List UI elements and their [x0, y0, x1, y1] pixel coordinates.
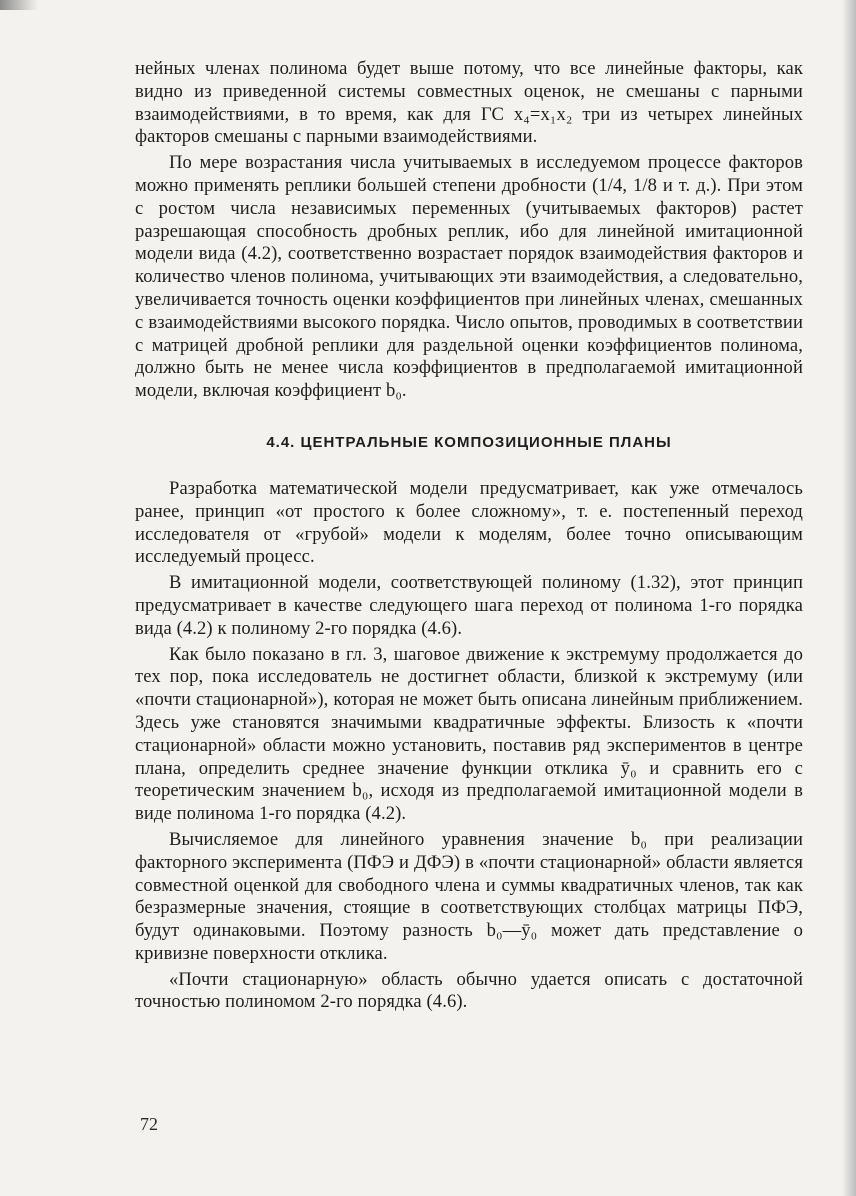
paragraph-model-development: Разработка математической модели предусматривает, как уже отмечалось ранее, принцип «от простого к более сложному», т. е. постепенный переход исследователя от «грубой» модели к моделям, более точно описывающим исследуемый процесс. [135, 477, 803, 568]
scan-edge-left [0, 0, 38, 10]
paragraph-stationary-region: Как было показано в гл. 3, шаговое движение к экстремуму продолжается до тех пор, пока исследователь не достигнет области, близкой к экстремуму (или «почти стационарной»), которая не может быть описана линейным приближением. Здесь уже становятся значимыми квадратичные эффекты. Близость к «почти стационарной» области можно установить, поставив ряд экспериментов в центре плана, определить среднее значение функции отклика ȳ₀ и сравнить его с теоретическим значением b₀, исходя из предполагаемой имитационной модели в виде полинома 1-го порядка (4.2). [135, 643, 803, 825]
page-number: 72 [140, 1114, 158, 1134]
page-body [135, 58, 803, 1014]
paragraph-fractional-replicas: По мере возрастания числа учитываемых в исследуемом процессе факторов можно применять реплики большей степени дробности (1/4, 1/8 и т. д.). При этом с ростом числа независимых переменных (учитываемых факторов) растет разрешающая способность дробных реплик, ибо для линейной имитационной модели вида (4.2), соответственно возрастает порядок взаимодействия факторов и количество членов полинома, учитывающих эти взаимодействия, а следовательно, увеличивается точность оценки коэффициентов при линейных членах, смешанных с взаимодействиями высокого порядка. Число опытов, проводимых в соответствии с матрицей дробной реплики для раздельной оценки коэффициентов полинома, должно быть не менее числа коэффициентов в предполагаемой имитационной модели, включая коэффициент b₀. [135, 152, 803, 402]
scan-edge-right [842, 0, 856, 1196]
paragraph-curvature: Вычисляемое для линейного уравнения значение b₀ при реализации факторного эксперимента (ПФЭ и ДФЭ) в «почти стационарной» области является совместной оценкой для свободного члена и суммы квадратичных членов, так как безразмерные значения, стоящие в соответствующих столбцах матрицы ПФЭ, будут одинаковыми. Поэтому разность b₀—ȳ₀ может дать представление о кривизне поверхности отклика. [135, 828, 803, 964]
paragraph-second-order: «Почти стационарную» область обычно удается описать с достаточной точностью полиномом 2-го порядка (4.6). [135, 968, 803, 1013]
paragraph-polynomial-transition: В имитационной модели, соответствующей полиному (1.32), этот принцип предусматривает в качестве следующего шага переход от полинома 1-го порядка вида (4.2) к полиному 2-го порядка (4.6). [135, 572, 803, 639]
section-heading: 4.4. ЦЕНТРАЛЬНЫЕ КОМПОЗИЦИОННЫЕ ПЛАНЫ [266, 433, 672, 451]
paragraph-continuation: нейных членах полинома будет выше потому, что все линейные факторы, как видно из приведенной системы совместных оценок, не смешаны с парными взаимодействиями, в то время, как для ГС x₄=x₁x₂ три из четырех линейных факторов смешаны с парными взаимодействиями. [135, 58, 803, 148]
